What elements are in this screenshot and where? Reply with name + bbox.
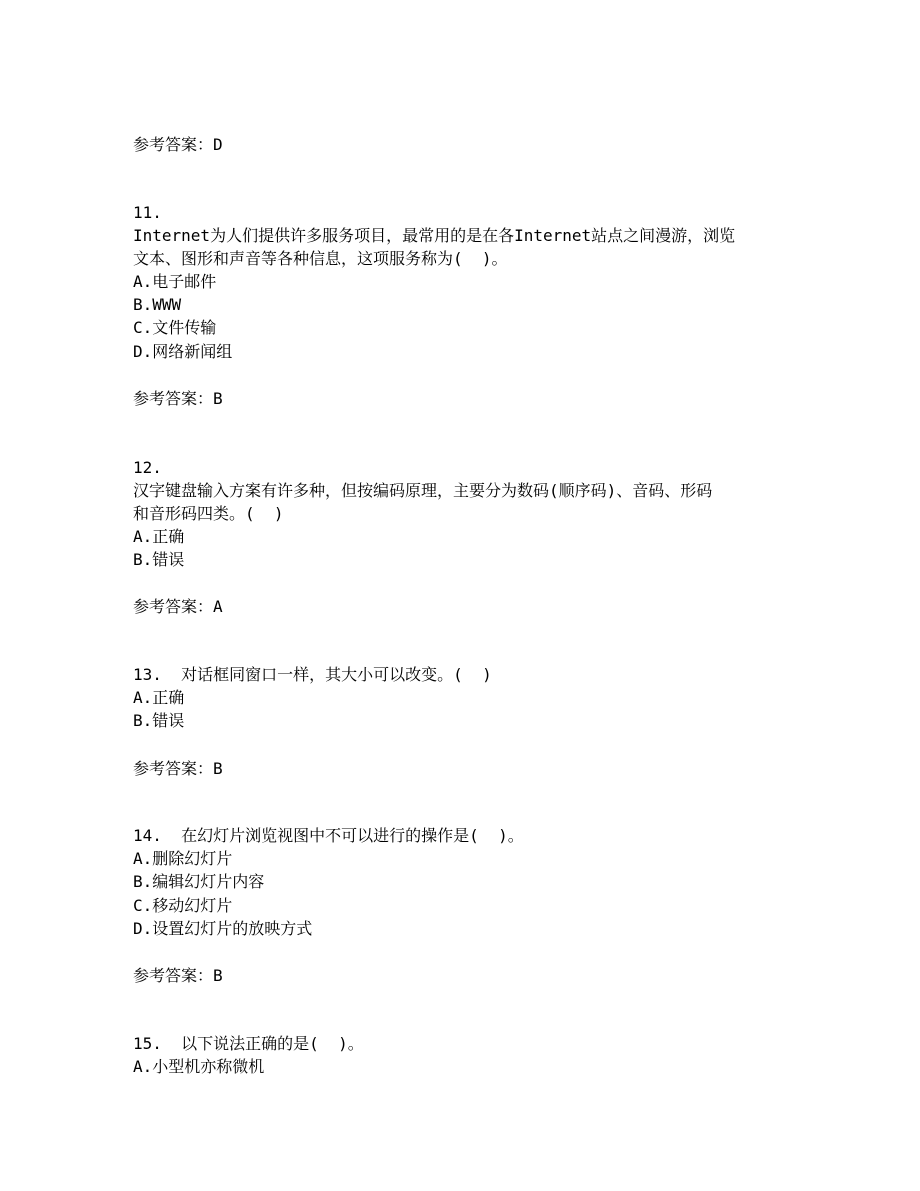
answer-value: B [213,389,223,408]
option-11-c: C.文件传输 [133,318,217,337]
answer-label: 参考答案： [133,597,214,616]
option-14-a: A.删除幻灯片 [133,849,233,868]
question-stem-12-line1: 汉字键盘输入方案有许多种，但按编码原理，主要分为数码(顺序码)、音码、形码 [133,481,713,500]
option-11-d: D.网络新闻组 [133,342,233,361]
question-number-11: 11. [133,203,162,222]
option-11-b: B.WWW [133,295,182,314]
option-13-a: A.正确 [133,688,185,707]
option-12-b: B.错误 [133,550,185,569]
answer-value: B [213,759,223,778]
option-14-c: C.移动幻灯片 [133,896,233,915]
answer-value: B [213,966,223,985]
question-stem-11-line1: Internet为人们提供许多服务项目，最常用的是在各Internet站点之间漫游，浏览 [133,226,736,245]
option-14-d: D.设置幻灯片的放映方式 [133,919,313,938]
question-stem-14: 14. 在幻灯片浏览视图中不可以进行的操作是( )。 [133,826,524,845]
answer-q13 [133,757,223,780]
answer-label: 参考答案： [133,966,214,985]
question-stem-12-line2: 和音形码四类。( ) [133,504,284,523]
question-number-12: 12. [133,458,162,477]
answer-value: D [213,135,223,154]
question-stem-15: 15. 以下说法正确的是( )。 [133,1034,364,1053]
answer-label: 参考答案： [133,135,214,154]
answer-q10 [133,133,223,156]
option-13-b: B.错误 [133,711,185,730]
option-11-a: A.电子邮件 [133,272,217,291]
question-stem-13: 13. 对话框同窗口一样，其大小可以改变。( ) [133,665,492,684]
option-15-a: A.小型机亦称微机 [133,1057,265,1076]
answer-q11 [133,387,223,410]
option-14-b: B.编辑幻灯片内容 [133,872,265,891]
option-12-a: A.正确 [133,527,185,546]
question-stem-11-line2: 文本、图形和声音等各种信息，这项服务称为( )。 [133,249,508,268]
answer-q12 [133,595,223,618]
answer-label: 参考答案： [133,389,214,408]
answer-q14 [133,964,223,987]
answer-label: 参考答案： [133,759,214,778]
answer-value: A [213,597,223,616]
